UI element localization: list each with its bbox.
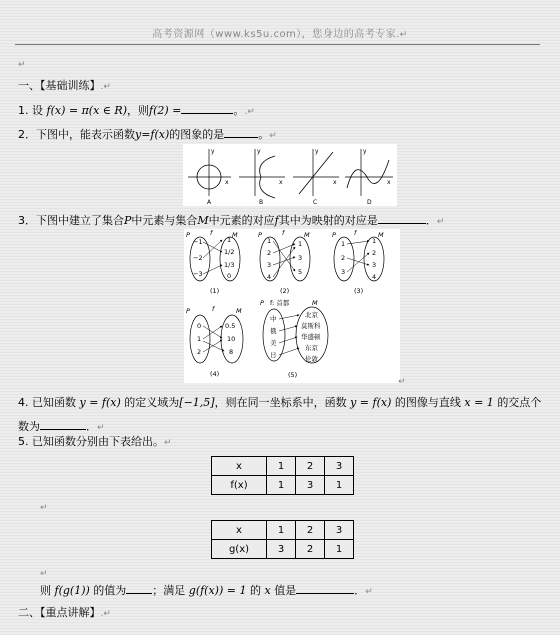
svg-text:P: P [260, 299, 264, 307]
svg-text:M: M [378, 231, 384, 239]
svg-text:y: y [257, 148, 261, 155]
svg-text:P: P [258, 231, 262, 239]
paragraph-mark: ↵ [18, 60, 26, 70]
svg-text:2: 2 [341, 254, 346, 262]
svg-text:(3): (3) [354, 287, 364, 295]
svg-text:x: x [333, 179, 337, 186]
answer-blank [126, 583, 152, 594]
table-cell: 3 [325, 457, 354, 476]
svg-text:y: y [211, 148, 215, 155]
svg-text:−3: −3 [193, 270, 203, 278]
table-f [211, 456, 354, 495]
mapping-diagram-5 [260, 298, 328, 379]
table-cell: f(x) [212, 476, 267, 495]
document-page: 高考资源网（www.ks5u.com），您身边的高考专家.↵ ↵ 一、【基础训练】.↵ 1. 设 f(x) = π(x ∈ R)，则f(2) = 。.↵ 2．下图中，能表示函数y=f(x)的图象的是 。↵ x y A x y B x y C x y D 3．下图中建立了集合P中元素与集合M中元素的对应f其中为映射的对应是 ．↵ P f M −1 −2 −3 1 1/2 1/3 0 (1) P f M 1 2 3 4 1 3 5 (2) P f M 1 2 3 1 2 3 4 (3) P f M 0 1 2 0.5 10 8 (4) P f: 首都 M 中 俄 美 日 北京 莫斯科 华盛顿 东京 伦敦 (5) ↵ 4. 已知函数 y = f(x) 的定义域为[−1,5]，则在同一坐标系中，函数 y = f(x) 的图像与直线 x = 1 的交点个 数为 ．↵ 5. 已知函数分别由下表给出。↵ x 1 2 3 f(x) 1 3 1 ↵ x 1 2 3 g(x) 3 2 1 ↵ 则 f(g(1)) 的值为 ；满足 g(f(x)) = 1 的 x 值是 ．↵ 二、【重点讲解】.↵ [0, 0, 560, 635]
svg-text:3: 3 [298, 254, 303, 262]
graph-c [293, 148, 339, 206]
function-graphs-figure [183, 144, 397, 206]
graph-a [188, 148, 231, 206]
table-cell: x [212, 457, 267, 476]
svg-text:−2: −2 [193, 254, 203, 262]
svg-text:0.5: 0.5 [225, 322, 236, 330]
q1-expression: f(x) = π(x ∈ R) [46, 104, 128, 117]
svg-text:2: 2 [267, 249, 272, 257]
svg-text:P: P [332, 231, 336, 239]
svg-text:1: 1 [298, 240, 303, 248]
svg-text:M: M [232, 231, 238, 239]
graph-label-b: B [259, 199, 264, 206]
svg-text:(1): (1) [210, 287, 220, 295]
question-4-continued: 数为 ．↵ [18, 420, 105, 433]
svg-text:美: 美 [270, 339, 277, 347]
q1-expression-2: f(2) = [149, 104, 182, 117]
q2-expression: y=f(x) [135, 128, 170, 141]
header-rule [15, 44, 540, 45]
svg-text:3: 3 [341, 268, 346, 276]
question-3: 3．下图中建立了集合P中元素与集合M中元素的对应f其中为映射的对应是 ．↵ [18, 214, 445, 227]
svg-text:5: 5 [298, 268, 303, 276]
svg-text:伦敦: 伦敦 [305, 355, 318, 363]
answer-blank [378, 213, 426, 224]
question-1: 1. 设 f(x) = π(x ∈ R)，则f(2) = 。.↵ [18, 104, 255, 117]
question-4: 4. 已知函数 y = f(x) 的定义域为[−1,5]，则在同一坐标系中，函数 y = f(x) 的图像与直线 x = 1 的交点个 [18, 396, 542, 409]
mapping-diagram-2 [258, 229, 310, 295]
svg-text:莫斯科: 莫斯科 [301, 322, 321, 330]
svg-text:x: x [225, 179, 229, 186]
svg-text:8: 8 [229, 348, 234, 356]
table-f-value-row [212, 476, 354, 495]
svg-text:M: M [304, 231, 310, 239]
svg-text:x: x [387, 179, 391, 186]
mapping-diagram-1 [186, 229, 240, 295]
page-header: 高考资源网（www.ks5u.com），您身边的高考专家.↵ [152, 29, 408, 40]
mapping-diagrams-figure [184, 229, 400, 383]
svg-text:y: y [315, 148, 319, 155]
svg-text:1: 1 [372, 237, 377, 245]
graph-d [345, 148, 393, 206]
svg-text:P: P [186, 231, 190, 239]
table-g-header-row [212, 521, 354, 540]
svg-text:东京: 东京 [305, 344, 318, 352]
svg-text:1: 1 [267, 237, 272, 245]
svg-text:2: 2 [372, 249, 377, 257]
question-5-ask: 则 f(g(1)) 的值为 ；满足 g(f(x)) = 1 的 x 值是 ．↵ [40, 584, 373, 597]
svg-text:(5): (5) [288, 371, 298, 379]
table-cell: g(x) [212, 540, 267, 559]
table-cell: 1 [325, 476, 354, 495]
svg-text:3: 3 [267, 261, 272, 269]
svg-text:2: 2 [197, 348, 202, 356]
svg-text:1/3: 1/3 [224, 261, 235, 269]
question-2: 2．下图中，能表示函数y=f(x)的图象的是 。↵ [18, 128, 277, 141]
svg-text:1: 1 [341, 240, 346, 248]
table-g [211, 520, 354, 559]
svg-text:M: M [312, 299, 318, 307]
graph-label-a: A [207, 199, 212, 206]
svg-text:f: f [354, 229, 357, 237]
svg-text:f: f [210, 229, 213, 237]
mapping-diagram-3 [332, 229, 384, 295]
svg-text:北京: 北京 [305, 311, 318, 319]
svg-text:华盛顿: 华盛顿 [301, 333, 321, 341]
svg-text:f: f [212, 305, 215, 313]
svg-text:日: 日 [270, 351, 277, 359]
table-cell: 1 [325, 540, 354, 559]
svg-text:(4): (4) [210, 370, 220, 378]
answer-blank [224, 127, 258, 138]
svg-text:3: 3 [372, 261, 377, 269]
answer-blank [296, 583, 354, 594]
svg-text:1: 1 [197, 335, 202, 343]
answer-blank [40, 419, 86, 430]
table-cell: 1 [267, 521, 296, 540]
mapping-diagram-4 [186, 305, 243, 378]
table-cell: 1 [267, 457, 296, 476]
table-cell: 2 [296, 521, 325, 540]
svg-text:f: f [282, 229, 285, 237]
svg-text:x: x [279, 179, 283, 186]
svg-text:1: 1 [227, 236, 232, 244]
section-2-title: 二、【重点讲解】.↵ [18, 606, 111, 619]
section-1-title: 一、【基础训练】.↵ [18, 79, 111, 92]
table-cell: x [212, 521, 267, 540]
graph-b [239, 148, 285, 206]
svg-text:M: M [236, 307, 242, 315]
header-text: 高考资源网（www.ks5u.com），您身边的高考专家 [152, 29, 397, 40]
graph-label-c: C [313, 199, 318, 206]
svg-text:P: P [186, 307, 190, 315]
table-f-header-row [212, 457, 354, 476]
table-cell: 2 [296, 540, 325, 559]
answer-blank [181, 103, 233, 114]
table-cell: 3 [296, 476, 325, 495]
svg-text:俄: 俄 [270, 327, 277, 335]
table-cell: 3 [267, 540, 296, 559]
svg-text:(2): (2) [280, 287, 290, 295]
svg-text:10: 10 [227, 335, 236, 343]
table-cell: 3 [325, 521, 354, 540]
table-cell: 2 [296, 457, 325, 476]
svg-text:4: 4 [267, 273, 272, 281]
svg-text:f: 首都: f: 首都 [270, 299, 290, 307]
table-cell: 1 [267, 476, 296, 495]
question-5: 5. 已知函数分别由下表给出。↵ [18, 435, 172, 448]
svg-text:0: 0 [197, 322, 202, 330]
svg-text:−1: −1 [193, 238, 203, 246]
svg-text:中: 中 [270, 315, 277, 323]
table-g-value-row [212, 540, 354, 559]
svg-text:1/2: 1/2 [224, 248, 235, 256]
graph-label-d: D [367, 199, 372, 206]
svg-text:0: 0 [227, 272, 232, 280]
svg-text:4: 4 [372, 273, 377, 281]
svg-text:y: y [363, 148, 367, 155]
